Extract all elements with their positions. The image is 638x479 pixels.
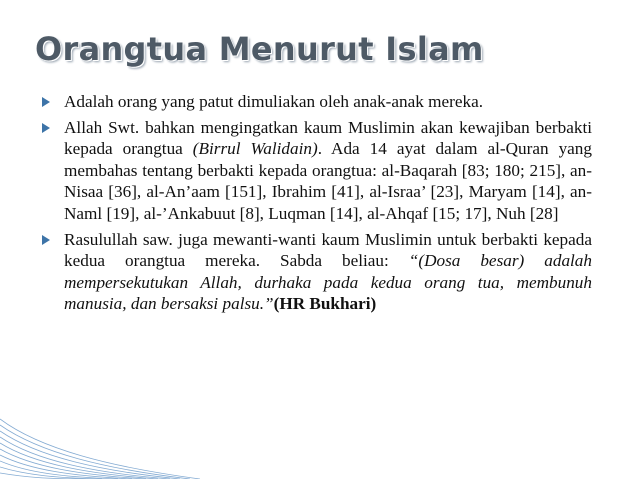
- bullet-text: Allah Swt. bahkan mengingatkan kaum Muslimin akan kewajiban berbakti kepada orangtua: [64, 117, 592, 159]
- triangle-right-icon: [42, 123, 50, 133]
- bullet-list: [40, 91, 592, 315]
- triangle-right-icon: [42, 235, 50, 245]
- corner-lines-decoration: [0, 409, 200, 479]
- triangle-right-icon: [42, 97, 50, 107]
- bullet-item-1: [40, 91, 592, 113]
- bullet-item-3: [40, 229, 592, 315]
- hadith-quote: “(Dosa besar) adalah mempersekutukan Allah, durhaka pada kedua orang tua, membunuh manusia, dan bersaksi palsu.”: [64, 251, 592, 314]
- hadith-source: (HR Bukhari): [273, 294, 377, 314]
- slide-title: Orangtua Menurut Islam: [35, 30, 484, 68]
- bullet-text: Adalah orang yang patut dimuliakan oleh anak-anak mereka.: [64, 92, 484, 111]
- bullet-text-continued: . Ada 14 ayat dalam al-Quran yang membahas tentang berbakti kepada orangtua: al-Baqarah [83; 180; 215], an-Nisaa [36], al-An’aam [151], Ibrahim [41], al-Israa’ [23], Maryam [14], an-Naml [19], al-’Ankabuut [8], Luqman [14], al-Ahqaf [15; 17], Nuh [28]: [64, 139, 592, 223]
- bullet-item-2: [40, 117, 592, 225]
- bullet-text: Rasulullah saw. juga mewanti-wanti kaum Muslimin untuk berbakti kepada kedua orangtua mereka. Sabda beliau:: [64, 229, 592, 271]
- bullet-text-italic: (Birrul Walidain): [192, 139, 318, 159]
